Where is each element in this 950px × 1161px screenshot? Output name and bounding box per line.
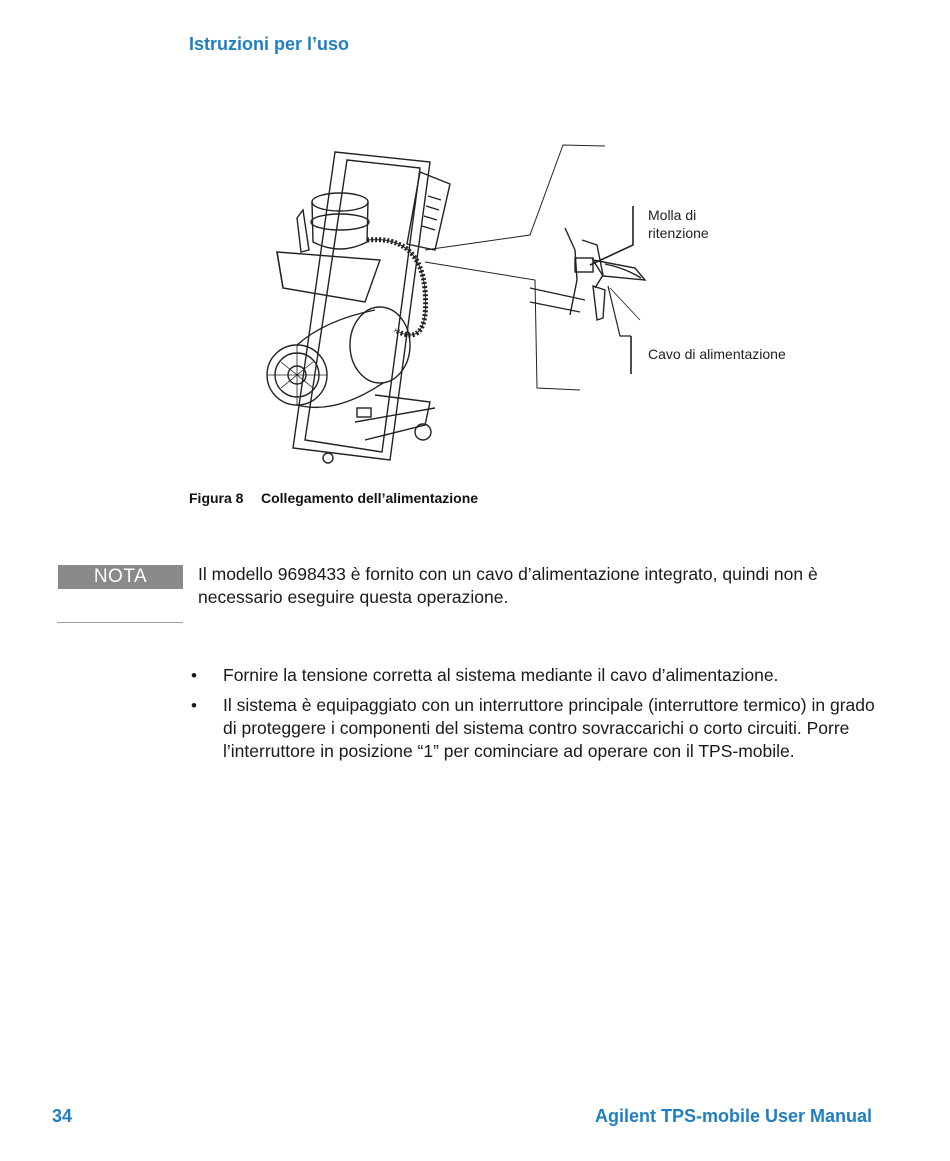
manual-title: Agilent TPS-mobile User Manual	[594, 1106, 872, 1126]
figure-caption-text: Collegamento dell’alimentazione	[261, 490, 479, 506]
instruction-list	[189, 664, 879, 770]
list-item	[189, 694, 879, 763]
figure-caption	[189, 490, 478, 506]
list-item	[189, 664, 879, 687]
note-badge: NOTA	[58, 565, 183, 589]
callout-retention-spring: Molla di ritenzione	[648, 207, 709, 241]
bullet-icon: •	[191, 666, 197, 685]
page-number: 34	[52, 1106, 73, 1126]
figure-caption-number: Figura 8	[189, 490, 244, 506]
power-connection-illustration	[225, 140, 825, 470]
note-text: Il modello 9698433 è fornito con un cavo d’alimentazione integrato, quindi non è necessario eseguire questa operazione.	[198, 564, 818, 607]
list-item-text: Fornire la tensione corretta al sistema mediante il cavo d’alimentazione.	[223, 665, 779, 685]
figure-power-connection	[225, 140, 825, 470]
section-title: Istruzioni per l’uso	[189, 34, 350, 54]
bullet-icon: •	[191, 696, 197, 715]
callout-power-cable: Cavo di alimentazione	[648, 346, 786, 362]
list-item-text: Il sistema è equipaggiato con un interruttore principale (interruttore termico) in grado di proteggere i componenti del sistema contro sovraccarichi o corto circuiti. Porre l’interruttore in posizione “1” per cominciare ad operare con il TPS-mobile.	[223, 695, 875, 761]
note-divider	[57, 622, 183, 623]
